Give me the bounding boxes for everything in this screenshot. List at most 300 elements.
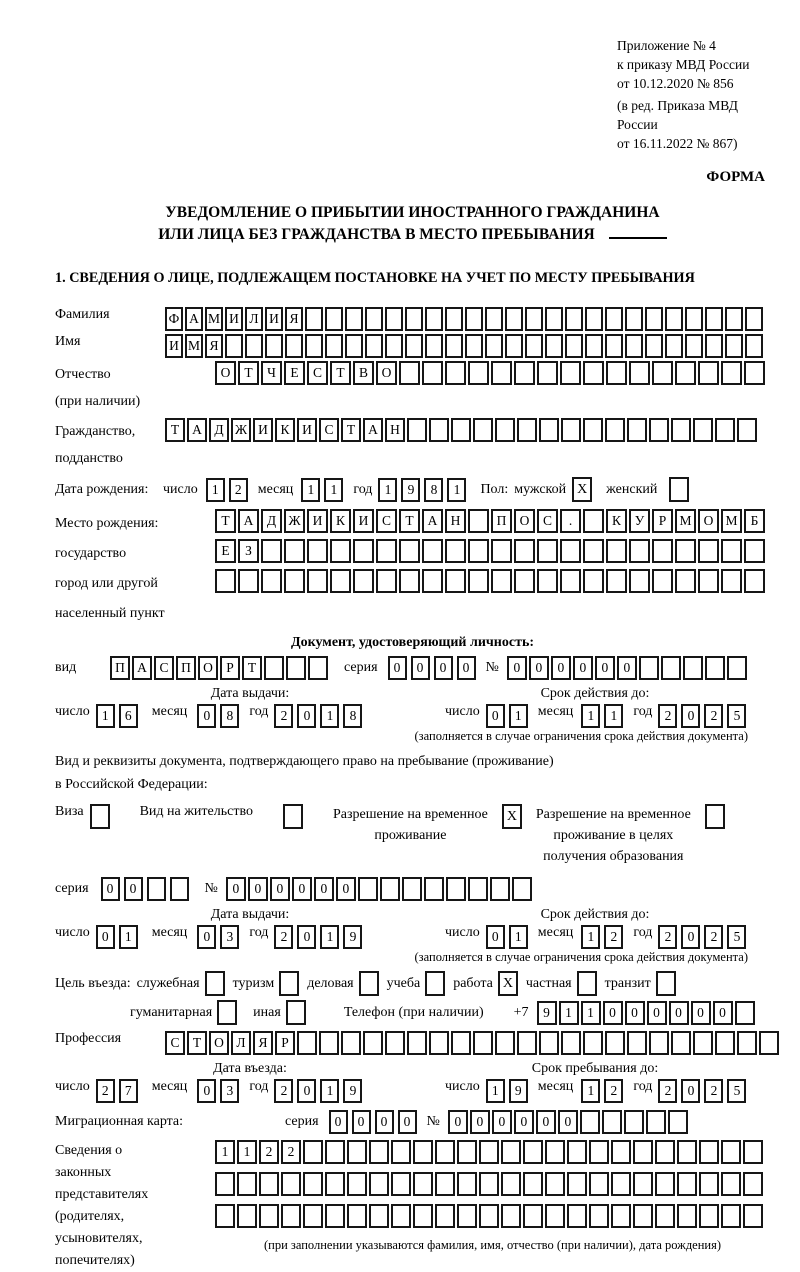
char-cell[interactable] xyxy=(413,1172,433,1196)
char-cell[interactable] xyxy=(671,418,691,442)
char-cell[interactable] xyxy=(495,1031,515,1055)
char-cell[interactable]: 0 xyxy=(297,704,316,728)
char-cell[interactable] xyxy=(580,1110,600,1134)
char-cell[interactable]: 0 xyxy=(507,656,527,680)
char-cell[interactable] xyxy=(655,1140,675,1164)
char-cell[interactable] xyxy=(402,877,422,901)
char-cell[interactable]: Н xyxy=(445,509,466,533)
char-cell[interactable]: Л xyxy=(245,307,263,331)
char-cell[interactable] xyxy=(606,539,627,563)
char-cell[interactable] xyxy=(605,334,623,358)
visa-checkbox[interactable] xyxy=(90,804,110,829)
purpose-work-checkbox[interactable]: X xyxy=(498,971,518,996)
char-cell[interactable] xyxy=(677,1204,697,1228)
char-cell[interactable] xyxy=(629,539,650,563)
char-cell[interactable]: 2 xyxy=(604,1079,623,1103)
char-cell[interactable] xyxy=(606,569,627,593)
char-cell[interactable] xyxy=(491,361,512,385)
char-cell[interactable] xyxy=(330,539,351,563)
char-cell[interactable] xyxy=(744,569,765,593)
char-cell[interactable] xyxy=(652,569,673,593)
char-cell[interactable] xyxy=(649,1031,669,1055)
char-cell[interactable] xyxy=(479,1204,499,1228)
char-cell[interactable] xyxy=(665,307,683,331)
char-cell[interactable]: З xyxy=(238,539,259,563)
char-cell[interactable] xyxy=(589,1204,609,1228)
char-cell[interactable] xyxy=(671,1031,691,1055)
char-cell[interactable]: С xyxy=(376,509,397,533)
char-cell[interactable] xyxy=(399,569,420,593)
char-cell[interactable]: 9 xyxy=(401,478,420,502)
char-cell[interactable] xyxy=(585,334,603,358)
char-cell[interactable] xyxy=(347,1172,367,1196)
purpose-humanitarian-checkbox[interactable] xyxy=(217,1000,237,1025)
char-cell[interactable] xyxy=(668,1110,688,1134)
char-cell[interactable] xyxy=(465,307,483,331)
char-cell[interactable]: Т xyxy=(215,509,236,533)
char-cell[interactable]: К xyxy=(606,509,627,533)
char-cell[interactable]: Р xyxy=(275,1031,295,1055)
char-cell[interactable]: Л xyxy=(231,1031,251,1055)
char-cell[interactable]: 0 xyxy=(352,1110,371,1134)
char-cell[interactable] xyxy=(705,334,723,358)
char-cell[interactable] xyxy=(583,569,604,593)
char-cell[interactable] xyxy=(303,1172,323,1196)
char-cell[interactable]: 0 xyxy=(647,1001,667,1025)
char-cell[interactable] xyxy=(699,1204,719,1228)
char-cell[interactable]: 0 xyxy=(336,877,356,901)
char-cell[interactable]: Ж xyxy=(284,509,305,533)
char-cell[interactable]: 2 xyxy=(259,1140,279,1164)
char-cell[interactable] xyxy=(399,539,420,563)
char-cell[interactable]: Я xyxy=(205,334,223,358)
char-cell[interactable]: 0 xyxy=(388,656,407,680)
char-cell[interactable] xyxy=(429,418,449,442)
char-cell[interactable]: 3 xyxy=(220,925,239,949)
char-cell[interactable] xyxy=(514,569,535,593)
char-cell[interactable]: И xyxy=(265,307,283,331)
char-cell[interactable] xyxy=(611,1172,631,1196)
char-cell[interactable]: 2 xyxy=(281,1140,301,1164)
char-cell[interactable] xyxy=(605,418,625,442)
char-cell[interactable]: 9 xyxy=(537,1001,557,1025)
purpose-tourism-checkbox[interactable] xyxy=(279,971,299,996)
char-cell[interactable]: П xyxy=(176,656,196,680)
char-cell[interactable] xyxy=(645,334,663,358)
char-cell[interactable]: 0 xyxy=(297,925,316,949)
char-cell[interactable] xyxy=(245,334,263,358)
char-cell[interactable]: 0 xyxy=(691,1001,711,1025)
char-cell[interactable]: 1 xyxy=(301,478,320,502)
purpose-other-checkbox[interactable] xyxy=(286,1000,306,1025)
char-cell[interactable] xyxy=(376,569,397,593)
char-cell[interactable] xyxy=(451,418,471,442)
char-cell[interactable] xyxy=(737,1031,757,1055)
char-cell[interactable] xyxy=(215,1172,235,1196)
char-cell[interactable] xyxy=(743,1140,763,1164)
char-cell[interactable]: 1 xyxy=(509,704,528,728)
char-cell[interactable] xyxy=(523,1140,543,1164)
char-cell[interactable] xyxy=(537,569,558,593)
char-cell[interactable] xyxy=(725,307,743,331)
char-cell[interactable] xyxy=(307,569,328,593)
purpose-private-checkbox[interactable] xyxy=(577,971,597,996)
char-cell[interactable]: С xyxy=(154,656,174,680)
char-cell[interactable] xyxy=(479,1172,499,1196)
char-cell[interactable]: 1 xyxy=(206,478,225,502)
char-cell[interactable]: Т xyxy=(242,656,262,680)
char-cell[interactable] xyxy=(369,1204,389,1228)
char-cell[interactable] xyxy=(539,1031,559,1055)
char-cell[interactable]: О xyxy=(198,656,218,680)
char-cell[interactable]: 0 xyxy=(573,656,593,680)
char-cell[interactable]: Т xyxy=(330,361,351,385)
char-cell[interactable]: 1 xyxy=(119,925,138,949)
char-cell[interactable] xyxy=(655,1204,675,1228)
char-cell[interactable] xyxy=(705,656,725,680)
char-cell[interactable] xyxy=(425,307,443,331)
sex-male-checkbox[interactable]: X xyxy=(572,477,592,502)
char-cell[interactable]: С xyxy=(537,509,558,533)
char-cell[interactable]: Ч xyxy=(261,361,282,385)
char-cell[interactable]: Т xyxy=(238,361,259,385)
char-cell[interactable] xyxy=(285,334,303,358)
char-cell[interactable] xyxy=(727,656,747,680)
char-cell[interactable] xyxy=(633,1172,653,1196)
char-cell[interactable] xyxy=(675,569,696,593)
char-cell[interactable]: 0 xyxy=(248,877,268,901)
char-cell[interactable]: 0 xyxy=(492,1110,512,1134)
char-cell[interactable] xyxy=(435,1140,455,1164)
char-cell[interactable]: А xyxy=(185,307,203,331)
char-cell[interactable] xyxy=(237,1204,257,1228)
char-cell[interactable]: 0 xyxy=(514,1110,534,1134)
char-cell[interactable] xyxy=(743,1204,763,1228)
char-cell[interactable]: О xyxy=(514,509,535,533)
char-cell[interactable] xyxy=(625,307,643,331)
char-cell[interactable]: О xyxy=(215,361,236,385)
char-cell[interactable]: М xyxy=(185,334,203,358)
char-cell[interactable] xyxy=(225,334,243,358)
char-cell[interactable] xyxy=(699,1172,719,1196)
char-cell[interactable] xyxy=(468,509,489,533)
char-cell[interactable]: 0 xyxy=(617,656,637,680)
char-cell[interactable] xyxy=(468,361,489,385)
char-cell[interactable] xyxy=(303,1204,323,1228)
char-cell[interactable] xyxy=(560,361,581,385)
char-cell[interactable]: М xyxy=(721,509,742,533)
char-cell[interactable]: . xyxy=(560,509,581,533)
char-cell[interactable] xyxy=(424,877,444,901)
char-cell[interactable] xyxy=(501,1140,521,1164)
char-cell[interactable]: 0 xyxy=(398,1110,417,1134)
char-cell[interactable]: 0 xyxy=(457,656,476,680)
char-cell[interactable]: 2 xyxy=(658,704,677,728)
char-cell[interactable] xyxy=(539,418,559,442)
char-cell[interactable]: 0 xyxy=(486,704,505,728)
char-cell[interactable]: 1 xyxy=(320,925,339,949)
char-cell[interactable]: 1 xyxy=(96,704,115,728)
char-cell[interactable]: 1 xyxy=(486,1079,505,1103)
char-cell[interactable] xyxy=(652,361,673,385)
char-cell[interactable]: 2 xyxy=(274,704,293,728)
char-cell[interactable] xyxy=(633,1140,653,1164)
char-cell[interactable] xyxy=(303,1140,323,1164)
char-cell[interactable] xyxy=(473,1031,493,1055)
char-cell[interactable]: С xyxy=(319,418,339,442)
char-cell[interactable]: А xyxy=(363,418,383,442)
char-cell[interactable]: Т xyxy=(187,1031,207,1055)
char-cell[interactable]: 2 xyxy=(229,478,248,502)
char-cell[interactable] xyxy=(627,418,647,442)
char-cell[interactable] xyxy=(457,1140,477,1164)
residence-permit-checkbox[interactable] xyxy=(283,804,303,829)
char-cell[interactable]: 9 xyxy=(343,1079,362,1103)
char-cell[interactable]: 0 xyxy=(558,1110,578,1134)
char-cell[interactable] xyxy=(281,1172,301,1196)
char-cell[interactable] xyxy=(567,1140,587,1164)
char-cell[interactable] xyxy=(376,539,397,563)
char-cell[interactable] xyxy=(468,569,489,593)
char-cell[interactable] xyxy=(523,1204,543,1228)
char-cell[interactable] xyxy=(407,418,427,442)
char-cell[interactable]: А xyxy=(187,418,207,442)
char-cell[interactable] xyxy=(422,539,443,563)
char-cell[interactable] xyxy=(435,1204,455,1228)
char-cell[interactable] xyxy=(523,1172,543,1196)
char-cell[interactable] xyxy=(501,1172,521,1196)
char-cell[interactable] xyxy=(589,1172,609,1196)
char-cell[interactable]: 2 xyxy=(704,925,723,949)
char-cell[interactable]: 0 xyxy=(470,1110,490,1134)
char-cell[interactable] xyxy=(698,569,719,593)
char-cell[interactable] xyxy=(422,569,443,593)
char-cell[interactable] xyxy=(391,1204,411,1228)
char-cell[interactable]: Д xyxy=(209,418,229,442)
char-cell[interactable]: К xyxy=(330,509,351,533)
char-cell[interactable]: Я xyxy=(253,1031,273,1055)
char-cell[interactable]: Т xyxy=(165,418,185,442)
char-cell[interactable]: Д xyxy=(261,509,282,533)
char-cell[interactable] xyxy=(517,418,537,442)
char-cell[interactable] xyxy=(369,1140,389,1164)
char-cell[interactable] xyxy=(624,1110,644,1134)
char-cell[interactable] xyxy=(308,656,328,680)
char-cell[interactable] xyxy=(297,1031,317,1055)
char-cell[interactable] xyxy=(505,334,523,358)
char-cell[interactable] xyxy=(677,1140,697,1164)
char-cell[interactable] xyxy=(683,656,703,680)
char-cell[interactable]: 1 xyxy=(320,1079,339,1103)
char-cell[interactable] xyxy=(561,418,581,442)
char-cell[interactable] xyxy=(585,307,603,331)
char-cell[interactable]: 0 xyxy=(625,1001,645,1025)
char-cell[interactable]: И xyxy=(353,509,374,533)
char-cell[interactable] xyxy=(399,361,420,385)
char-cell[interactable] xyxy=(514,361,535,385)
char-cell[interactable]: 1 xyxy=(324,478,343,502)
char-cell[interactable] xyxy=(457,1204,477,1228)
char-cell[interactable]: Т xyxy=(341,418,361,442)
char-cell[interactable] xyxy=(605,1031,625,1055)
char-cell[interactable]: Б xyxy=(744,509,765,533)
char-cell[interactable] xyxy=(744,361,765,385)
char-cell[interactable] xyxy=(744,539,765,563)
char-cell[interactable] xyxy=(341,1031,361,1055)
char-cell[interactable] xyxy=(325,1204,345,1228)
char-cell[interactable] xyxy=(330,569,351,593)
char-cell[interactable] xyxy=(325,1140,345,1164)
char-cell[interactable] xyxy=(490,877,510,901)
char-cell[interactable] xyxy=(501,1204,521,1228)
char-cell[interactable]: 2 xyxy=(704,1079,723,1103)
char-cell[interactable]: 8 xyxy=(220,704,239,728)
char-cell[interactable]: 0 xyxy=(713,1001,733,1025)
char-cell[interactable] xyxy=(699,1140,719,1164)
char-cell[interactable]: 8 xyxy=(424,478,443,502)
char-cell[interactable] xyxy=(583,1031,603,1055)
char-cell[interactable] xyxy=(545,1204,565,1228)
char-cell[interactable] xyxy=(281,1204,301,1228)
char-cell[interactable]: 0 xyxy=(681,704,700,728)
char-cell[interactable]: 0 xyxy=(226,877,246,901)
char-cell[interactable]: 2 xyxy=(658,1079,677,1103)
char-cell[interactable]: Р xyxy=(652,509,673,533)
char-cell[interactable]: 1 xyxy=(237,1140,257,1164)
char-cell[interactable] xyxy=(385,334,403,358)
char-cell[interactable]: П xyxy=(491,509,512,533)
char-cell[interactable] xyxy=(345,334,363,358)
char-cell[interactable] xyxy=(743,1172,763,1196)
char-cell[interactable]: 0 xyxy=(329,1110,348,1134)
char-cell[interactable]: 0 xyxy=(536,1110,556,1134)
char-cell[interactable] xyxy=(545,334,563,358)
char-cell[interactable] xyxy=(468,877,488,901)
char-cell[interactable] xyxy=(649,418,669,442)
char-cell[interactable]: 5 xyxy=(727,1079,746,1103)
char-cell[interactable]: 2 xyxy=(704,704,723,728)
char-cell[interactable] xyxy=(685,307,703,331)
char-cell[interactable] xyxy=(215,569,236,593)
char-cell[interactable] xyxy=(545,307,563,331)
char-cell[interactable]: 2 xyxy=(274,925,293,949)
char-cell[interactable] xyxy=(237,1172,257,1196)
char-cell[interactable] xyxy=(505,307,523,331)
char-cell[interactable]: 2 xyxy=(658,925,677,949)
char-cell[interactable]: 0 xyxy=(529,656,549,680)
char-cell[interactable]: 1 xyxy=(559,1001,579,1025)
char-cell[interactable] xyxy=(473,418,493,442)
char-cell[interactable]: 1 xyxy=(581,1001,601,1025)
char-cell[interactable] xyxy=(259,1204,279,1228)
char-cell[interactable] xyxy=(405,334,423,358)
purpose-business-checkbox[interactable] xyxy=(359,971,379,996)
char-cell[interactable]: С xyxy=(307,361,328,385)
char-cell[interactable] xyxy=(583,418,603,442)
char-cell[interactable]: 5 xyxy=(727,925,746,949)
char-cell[interactable] xyxy=(737,418,757,442)
char-cell[interactable]: 0 xyxy=(197,925,216,949)
char-cell[interactable] xyxy=(325,307,343,331)
char-cell[interactable]: 8 xyxy=(343,704,362,728)
char-cell[interactable] xyxy=(325,1172,345,1196)
temp-residence-edu-checkbox[interactable] xyxy=(705,804,725,829)
char-cell[interactable] xyxy=(457,1172,477,1196)
char-cell[interactable]: 1 xyxy=(581,925,600,949)
char-cell[interactable] xyxy=(284,539,305,563)
char-cell[interactable] xyxy=(583,509,604,533)
char-cell[interactable] xyxy=(721,539,742,563)
char-cell[interactable]: Я xyxy=(285,307,303,331)
char-cell[interactable]: А xyxy=(422,509,443,533)
char-cell[interactable] xyxy=(446,877,466,901)
char-cell[interactable] xyxy=(325,334,343,358)
char-cell[interactable]: 5 xyxy=(727,704,746,728)
char-cell[interactable] xyxy=(319,1031,339,1055)
char-cell[interactable] xyxy=(629,569,650,593)
char-cell[interactable] xyxy=(495,418,515,442)
char-cell[interactable]: 9 xyxy=(343,925,362,949)
char-cell[interactable] xyxy=(347,1140,367,1164)
char-cell[interactable]: 0 xyxy=(292,877,312,901)
char-cell[interactable] xyxy=(451,1031,471,1055)
char-cell[interactable]: 0 xyxy=(603,1001,623,1025)
char-cell[interactable] xyxy=(583,361,604,385)
char-cell[interactable] xyxy=(589,1140,609,1164)
char-cell[interactable] xyxy=(627,1031,647,1055)
char-cell[interactable] xyxy=(537,539,558,563)
char-cell[interactable]: О xyxy=(698,509,719,533)
char-cell[interactable] xyxy=(385,307,403,331)
char-cell[interactable] xyxy=(365,334,383,358)
char-cell[interactable] xyxy=(445,361,466,385)
char-cell[interactable]: И xyxy=(165,334,183,358)
char-cell[interactable]: 1 xyxy=(447,478,466,502)
char-cell[interactable] xyxy=(365,307,383,331)
char-cell[interactable] xyxy=(652,539,673,563)
char-cell[interactable] xyxy=(358,877,378,901)
char-cell[interactable]: А xyxy=(132,656,152,680)
char-cell[interactable] xyxy=(261,539,282,563)
char-cell[interactable] xyxy=(391,1172,411,1196)
char-cell[interactable] xyxy=(353,569,374,593)
char-cell[interactable]: 0 xyxy=(101,877,120,901)
char-cell[interactable]: Ф xyxy=(165,307,183,331)
char-cell[interactable]: 1 xyxy=(320,704,339,728)
char-cell[interactable]: 0 xyxy=(595,656,615,680)
char-cell[interactable] xyxy=(675,539,696,563)
char-cell[interactable] xyxy=(259,1172,279,1196)
char-cell[interactable] xyxy=(721,1204,741,1228)
char-cell[interactable] xyxy=(445,569,466,593)
char-cell[interactable]: 1 xyxy=(378,478,397,502)
char-cell[interactable]: У xyxy=(629,509,650,533)
char-cell[interactable] xyxy=(665,334,683,358)
char-cell[interactable] xyxy=(485,307,503,331)
char-cell[interactable] xyxy=(345,307,363,331)
char-cell[interactable] xyxy=(238,569,259,593)
char-cell[interactable]: 0 xyxy=(681,1079,700,1103)
char-cell[interactable] xyxy=(759,1031,779,1055)
char-cell[interactable] xyxy=(385,1031,405,1055)
char-cell[interactable]: Е xyxy=(284,361,305,385)
char-cell[interactable]: Р xyxy=(220,656,240,680)
char-cell[interactable]: И xyxy=(253,418,273,442)
char-cell[interactable]: О xyxy=(376,361,397,385)
char-cell[interactable]: 3 xyxy=(220,1079,239,1103)
char-cell[interactable] xyxy=(369,1172,389,1196)
char-cell[interactable] xyxy=(629,361,650,385)
